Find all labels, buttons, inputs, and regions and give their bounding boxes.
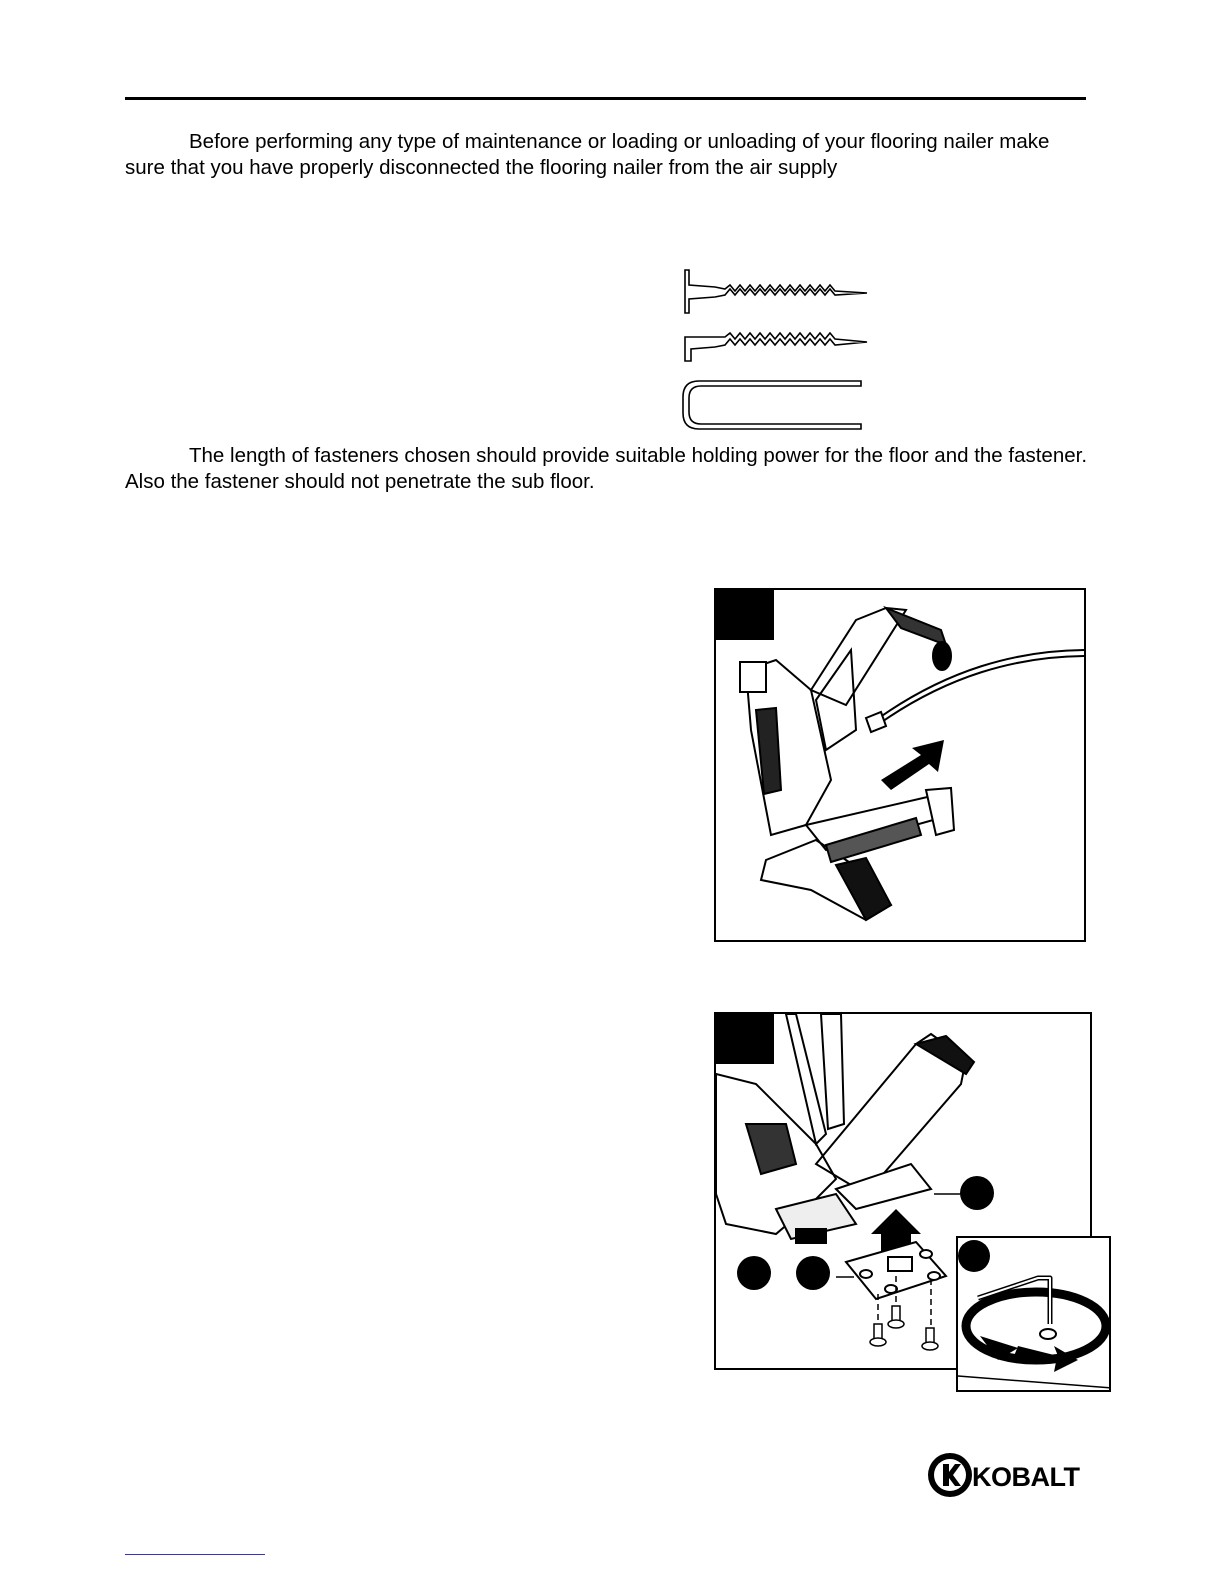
screw-icon	[870, 1306, 938, 1350]
fastener-types-illustration	[675, 265, 875, 435]
callout-2	[737, 1256, 771, 1290]
maintenance-warning-paragraph: Before performing any type of maintenance or loading or unloading of your flooring nailer make sure that you have properly disconnected the flooring nailer from the air supply	[125, 130, 1050, 179]
arrow-right-up-icon	[881, 740, 944, 790]
fastener-length-paragraph: The length of fasteners chosen should provide suitable holding power for the floor and the fastener. Also the fastener should not penetrate the sub floor.	[125, 444, 1088, 493]
header-rule	[125, 97, 1086, 100]
t-cleat-icon	[685, 270, 867, 313]
l-cleat-icon	[685, 333, 867, 361]
callout-1	[960, 1176, 994, 1210]
kobalt-wordmark: KOBALT	[972, 1462, 1080, 1492]
figure-disconnect-air	[714, 588, 1086, 942]
callout-4	[958, 1240, 990, 1272]
staple-icon	[683, 381, 861, 429]
callout-3	[796, 1256, 830, 1290]
flooring-nailer-illustration	[716, 590, 1086, 942]
footer-link-underline[interactable]	[125, 1554, 265, 1555]
